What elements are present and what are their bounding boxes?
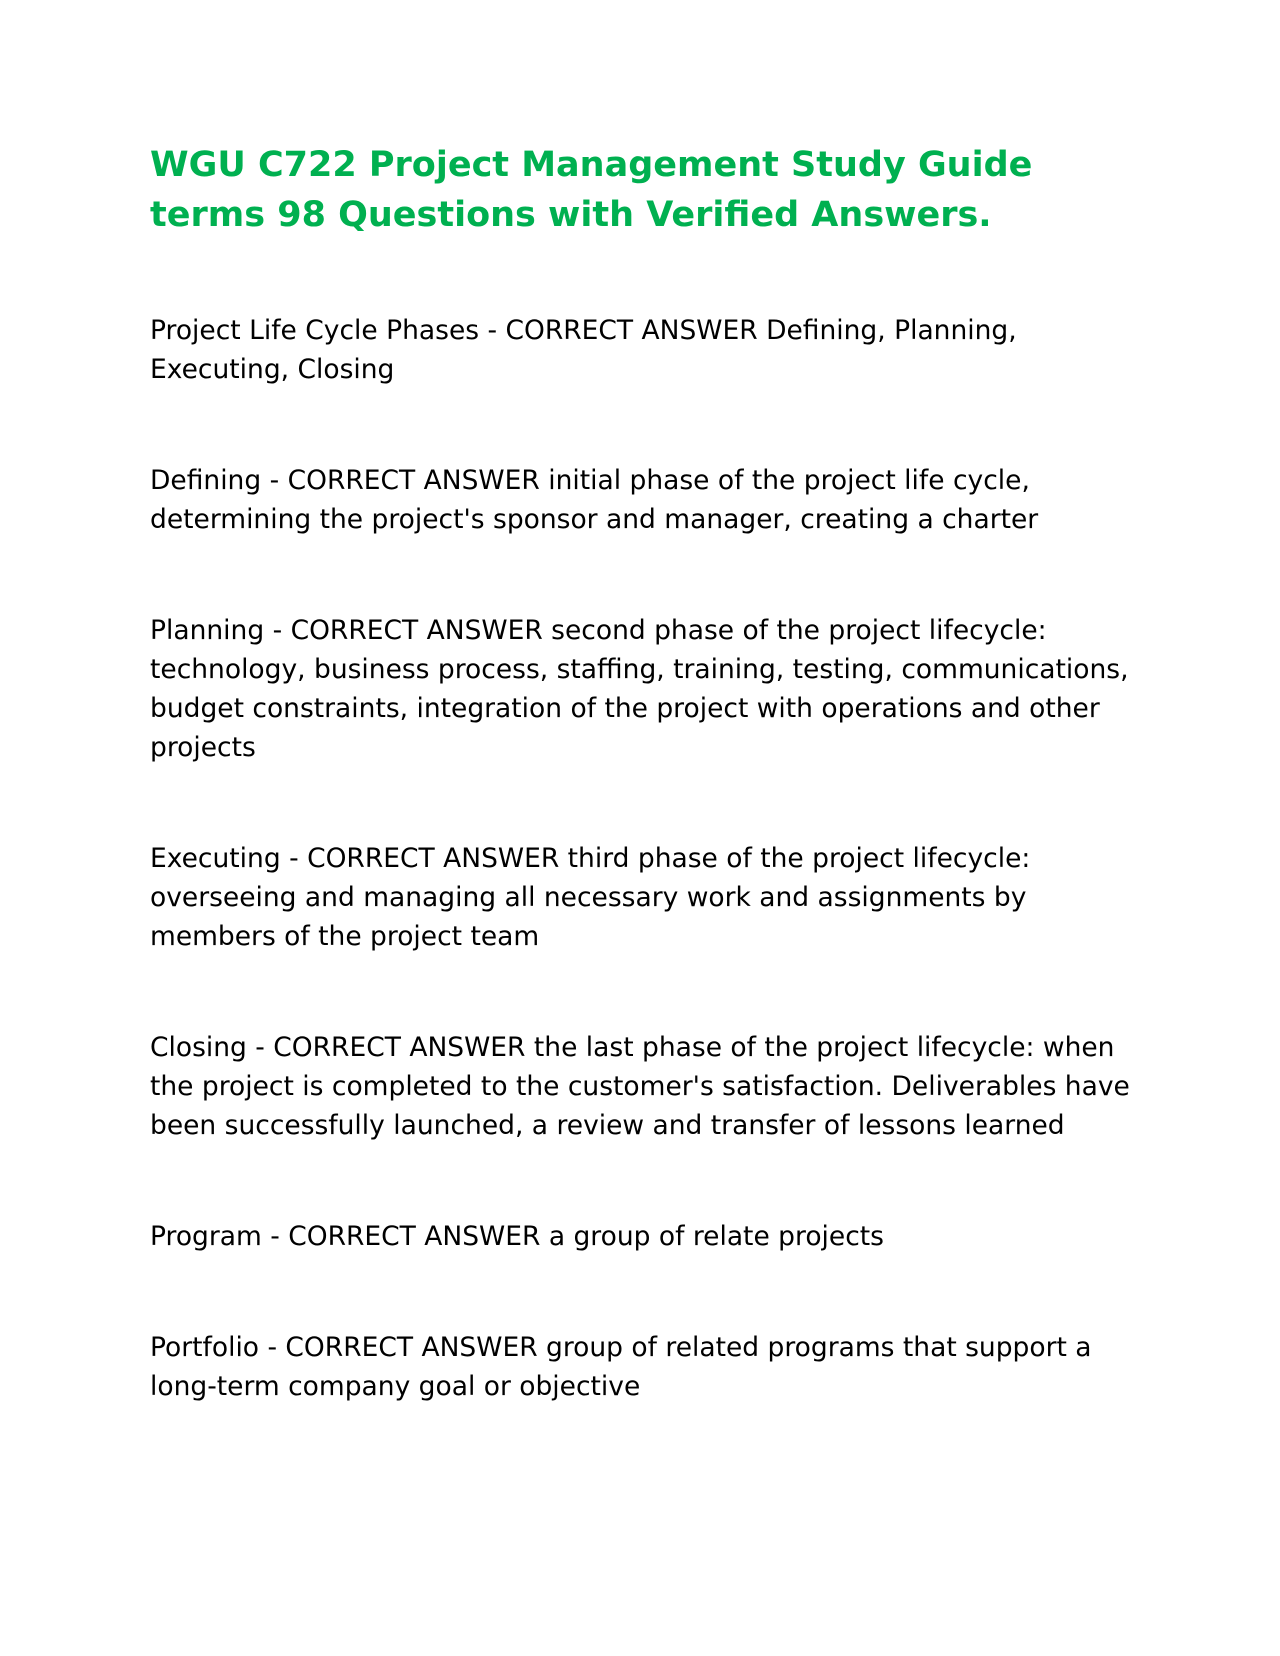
qa-entry-closing xyxy=(150,1028,1140,1145)
qa-term: Portfolio xyxy=(150,1332,260,1363)
qa-separator: - CORRECT ANSWER xyxy=(261,465,549,496)
document-page xyxy=(150,140,1140,1478)
qa-answer: third phase of the project lifecycle: overseeing and managing all necessary work and assignments by members of the project team xyxy=(150,843,1039,952)
qa-answer: Defining, Planning, Executing, Closing xyxy=(150,315,1026,385)
qa-term: Program xyxy=(150,1221,262,1252)
title-line-2: terms 98 Questions with Verified Answers. xyxy=(150,195,992,235)
qa-term: Executing xyxy=(150,843,281,874)
qa-term: Closing xyxy=(150,1032,247,1063)
qa-answer: the last phase of the project lifecycle: when the project is completed to the customer's satisfaction. Deliverables have been successfully launched, a review and transfer of lessons learned xyxy=(150,1032,1139,1141)
document-title xyxy=(150,140,1140,240)
qa-entry-program xyxy=(150,1217,1140,1256)
qa-entry-executing xyxy=(150,839,1140,956)
qa-entry-defining xyxy=(150,461,1140,539)
qa-answer: initial phase of the project life cycle, determining the project's sponsor and manager, creating a charter xyxy=(150,465,1039,535)
qa-separator: - CORRECT ANSWER xyxy=(246,1032,534,1063)
qa-entry-project-life-cycle-phases xyxy=(150,311,1140,389)
title-line-1: WGU C722 Project Management Study Guide xyxy=(150,145,1033,185)
qa-term: Planning xyxy=(150,615,265,646)
qa-separator: - CORRECT ANSWER xyxy=(479,315,767,346)
qa-separator: - CORRECT ANSWER xyxy=(259,1332,547,1363)
qa-term: Defining xyxy=(150,465,262,496)
qa-answer: second phase of the project lifecycle: technology, business process, staffing, training, testing, communications, budget constraints, integration of the project with operations and other projects xyxy=(150,615,1137,763)
qa-list xyxy=(150,311,1140,1406)
qa-answer: group of related programs that support a long-term company goal or objective xyxy=(150,1332,1100,1402)
qa-separator: - CORRECT ANSWER xyxy=(261,1221,549,1252)
qa-entry-portfolio xyxy=(150,1328,1140,1406)
qa-entry-planning xyxy=(150,611,1140,767)
qa-term: Project Life Cycle Phases xyxy=(150,315,480,346)
qa-separator: - CORRECT ANSWER xyxy=(280,843,568,874)
qa-answer: a group of relate projects xyxy=(548,1221,884,1252)
qa-separator: - CORRECT ANSWER xyxy=(264,615,552,646)
